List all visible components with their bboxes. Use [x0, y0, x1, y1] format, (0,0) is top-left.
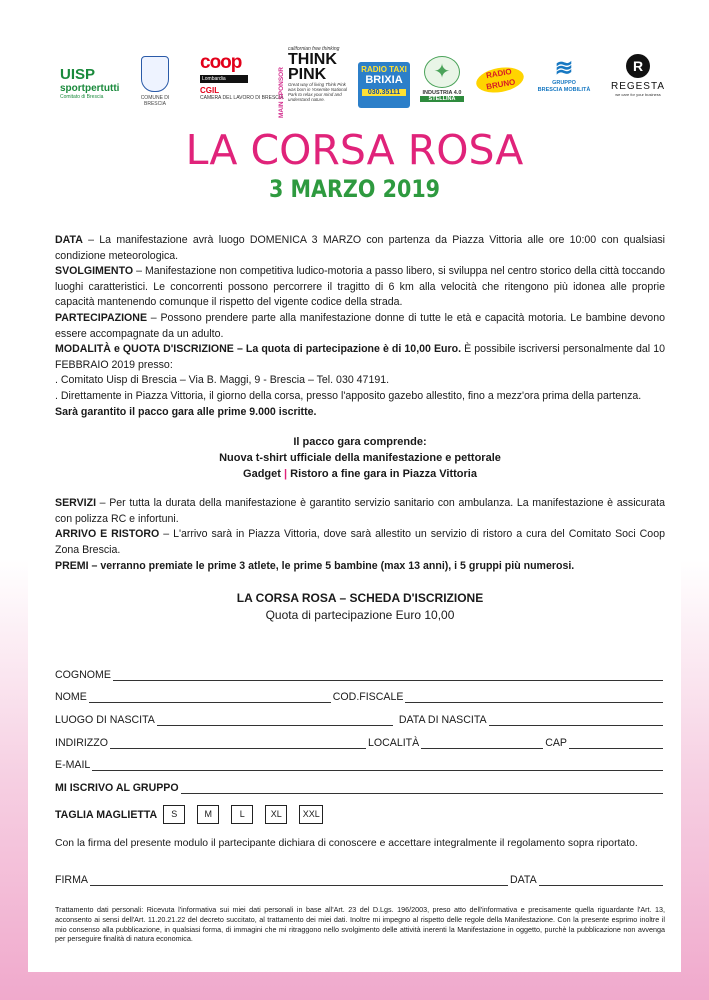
- data-label: DATA: [55, 234, 83, 246]
- comune-label: COMUNE DI BRESCIA: [140, 95, 170, 107]
- taxi-phone: 030.35111: [362, 89, 406, 96]
- data-text: – La manifestazione avrà luogo DOMENICA 3 MARZO con partenza da Piazza Vittoria alle ore 10:00 con qualsiasi condizione meteorologica.: [55, 234, 665, 262]
- pacco-title-text: Il pacco gara comprende:: [293, 436, 427, 449]
- size-l-checkbox[interactable]: L: [231, 805, 253, 824]
- stellina-line2: STELLINA: [420, 96, 464, 102]
- page-title: LA CORSA ROSA: [185, 126, 524, 174]
- email-field[interactable]: [92, 760, 663, 771]
- pacco-ristoro-text: Ristoro a fine gara in Piazza Vittoria: [287, 468, 477, 481]
- think-pink-line1: THINK: [288, 51, 337, 68]
- servizi-paragraph: [55, 496, 665, 527]
- luogo-nascita-field[interactable]: [157, 715, 393, 726]
- indirizzo-label: INDIRIZZO: [55, 736, 108, 749]
- localita-field[interactable]: [421, 738, 543, 749]
- nome-label: NOME: [55, 691, 87, 704]
- email-label: E-MAIL: [55, 759, 91, 772]
- modalita-item-1: . Comitato Uisp di Brescia – Via B. Maggi, 9 - Brescia – Tel. 030 47191.: [55, 374, 390, 387]
- uisp-logo: [60, 66, 119, 100]
- gruppo-label: MI ISCRIVO AL GRUPPO: [55, 782, 179, 795]
- data-paragraph: [55, 233, 665, 264]
- firma-row: [55, 863, 665, 886]
- modalita-label: MODALITÀ e QUOTA D'ISCRIZIONE – La quota di partecipazione è di 10,00 Euro.: [55, 343, 462, 356]
- main-sponsor-text: MAIN SPONSOR: [278, 67, 285, 118]
- cap-label: CAP: [545, 736, 567, 749]
- luogo-row: [55, 703, 665, 726]
- pacco-line-1: [55, 450, 665, 466]
- coat-of-arms-icon: [141, 56, 169, 92]
- coop-cgil-logo: [200, 52, 284, 101]
- uisp-tagline: sportpertutti: [60, 83, 120, 94]
- servizi-text: – Per tutta la durata della manifestazione è garantito servizio sanitario con ambulanza. La manifestazione è assicurata con polizza RC e infortuni.: [55, 497, 665, 525]
- size-s-checkbox[interactable]: S: [163, 805, 185, 824]
- nome-row: [55, 681, 665, 704]
- cognome-field[interactable]: [113, 670, 663, 681]
- signature-declaration: Con la firma del presente modulo il partecipante dichiara di conoscere e accettare integralmente il regolamento sopra riportato.: [55, 838, 638, 850]
- pacco-separator: |: [283, 468, 288, 481]
- sheet-title: LA CORSA ROSA – SCHEDA D'ISCRIZIONE: [236, 591, 484, 606]
- star-icon: ✦: [424, 56, 460, 88]
- pacco-note: [55, 405, 665, 421]
- pacco-note-text: Sarà garantito il pacco gara alle prime 9.000 iscritte.: [55, 405, 317, 418]
- luogo-nascita-label: LUOGO DI NASCITA: [55, 714, 155, 727]
- cod-fiscale-label: COD.FISCALE: [332, 691, 404, 704]
- svolgimento-label: SVOLGIMENTO: [55, 265, 134, 278]
- comune-brescia-logo: [132, 56, 178, 107]
- firma-label: FIRMA: [55, 873, 88, 886]
- pacco-line-2: [55, 466, 665, 482]
- uisp-name: UISP: [60, 66, 96, 83]
- partecipazione-paragraph: [55, 311, 665, 342]
- nome-field[interactable]: [89, 692, 331, 703]
- think-pink-logo: [288, 46, 350, 102]
- data-firma-label: DATA: [509, 873, 537, 886]
- cognome-row: [55, 658, 665, 681]
- gruppo-row: [55, 771, 665, 794]
- registration-form: [55, 658, 665, 886]
- svolgimento-text: – Manifestazione non competitiva ludico-motoria a passo libero, si sviluppa nel centro storico della città toccando luoghi caratteristici. Le concorrenti possono percorrere il tragitto di 6 km alla velocità che ritengono più idonea alle proprie capacità mantenendo comunque il rispetto del vigente codice della strada.: [55, 265, 665, 309]
- size-xxl-checkbox[interactable]: XXL: [299, 805, 323, 824]
- bsm-mark-icon: ≋: [554, 55, 574, 80]
- flyer-page: [28, 28, 681, 972]
- partecipazione-text: – Possono prendere parte alla manifestazione donne di tutte le età e capacità motoria. Le bambine devono essere accompagnate da un adulto.: [55, 311, 665, 340]
- premi-text: PREMI – verranno premiate le prime 3 atlete, le prime 5 bambine (max 13 anni), i 5 gruppi più numerosi.: [55, 559, 575, 572]
- regesta-logo: [610, 54, 666, 97]
- radio-taxi-logo: [358, 62, 410, 108]
- cod-fiscale-field[interactable]: [405, 692, 663, 703]
- regesta-name: REGESTA: [610, 81, 666, 92]
- tshirt-size-row: [55, 805, 665, 824]
- tshirt-size-label: TAGLIA MAGLIETTA: [55, 808, 158, 821]
- svolgimento-paragraph: [55, 264, 665, 311]
- localita-label: LOCALITÀ: [367, 736, 420, 749]
- think-pink-tag: californian free thinking: [288, 46, 340, 52]
- size-xl-checkbox[interactable]: XL: [265, 805, 287, 824]
- pacco-line-1-text: Nuova t-shirt ufficiale della manifestazione e pettorale: [219, 452, 501, 465]
- stellina-logo: [420, 56, 464, 102]
- sheet-subtitle: Quota di partecipazione Euro 10,00: [265, 608, 455, 623]
- bsm-line2: BRESCIA MOBILITÀ: [537, 87, 591, 93]
- cognome-label: COGNOME: [55, 668, 111, 681]
- firma-field[interactable]: [90, 875, 508, 886]
- regesta-tag: we care for your business: [615, 92, 661, 97]
- data-firma-field[interactable]: [539, 875, 663, 886]
- rules-text: [55, 233, 665, 623]
- arrivo-label: ARRIVO E RISTORO: [55, 528, 160, 541]
- cgil-name: CGIL: [200, 86, 220, 95]
- servizi-label: SERVIZI: [55, 497, 97, 510]
- uisp-sub: Comitato di Brescia: [60, 94, 104, 100]
- radio-bruno-text: RADIO BRUNO: [485, 66, 517, 92]
- email-row: [55, 749, 665, 772]
- sponsor-logos: [50, 44, 666, 139]
- size-m-checkbox[interactable]: M: [197, 805, 219, 824]
- stellina-line1: INDUSTRIA 4.0: [422, 90, 462, 96]
- event-date: 3 MARZO 2019: [268, 175, 441, 203]
- data-nascita-label: DATA DI NASCITA: [398, 714, 487, 727]
- taxi-line1: RADIO TAXI: [361, 65, 407, 74]
- gruppo-field[interactable]: [181, 783, 663, 794]
- cap-field[interactable]: [569, 738, 663, 749]
- bsm-line1: GRUPPO: [552, 80, 576, 86]
- think-pink-desc: Great way of living Think Pink was born in Yosemite National Park to relax your mind and understand nature.: [288, 82, 347, 102]
- think-pink-line2: PINK: [288, 66, 327, 83]
- indirizzo-row: [55, 726, 665, 749]
- modalita-item-2: . Direttamente in Piazza Vittoria, il giorno della corsa, presso l'apposito gazebo allestito, fino a mezz'ora prima della partenza.: [55, 389, 642, 402]
- partecipazione-label: PARTECIPAZIONE: [55, 311, 148, 324]
- pacco-title: [55, 434, 665, 450]
- brescia-mobilita-logo: [533, 56, 595, 94]
- arrivo-paragraph: [55, 527, 665, 558]
- cgil-camera: CAMERA DEL LAVORO DI BRESCIA: [200, 95, 284, 101]
- pacco-gadget-text: Gadget: [243, 468, 284, 481]
- coop-name: coop: [200, 52, 242, 73]
- arrivo-text: – L'arrivo sarà in Piazza Vittoria, dove sarà allestito un servizio di ristoro a cura del Comitato Soci Coop Zona Brescia.: [55, 528, 665, 556]
- coop-region: Lombardia: [200, 75, 248, 83]
- modalita-text: È possibile iscriversi personalmente dal 10 FEBBRAIO 2019 presso:: [55, 343, 665, 371]
- premi-paragraph: [55, 559, 665, 575]
- main-sponsor-label: [278, 44, 286, 122]
- radio-bruno-logo: [474, 64, 525, 96]
- data-nascita-field[interactable]: [489, 715, 663, 726]
- indirizzo-field[interactable]: [110, 738, 366, 749]
- regesta-mark-icon: R: [626, 54, 650, 78]
- modalita-paragraph: [55, 342, 665, 373]
- taxi-line2: BRIXIA: [365, 74, 403, 86]
- privacy-notice: Trattamento dati personali: Ricevuta l'informativa sui miei dati personali in base all'Art. 23 del D.Lgs. 196/2003, preso atto dell'informativa e precisamente quella riguardante l'Art. 13, acconsento ai sensi dell'Art. 11.20.21.22 del decreto succitato, al trattamento dei miei dati. Inoltre mi impegno al rispetto delle regole della Manifestazione. Con la presente esprimo inoltre il mio consenso alla pubblicazione, in qualsiasi forma, di immagini che mi ritraggono nello svolgimento delle attività inerenti la Manifestazione in oggetto, purchè la pubblicazione non avvenga per perseguire finalità di natura economica.: [55, 905, 665, 944]
